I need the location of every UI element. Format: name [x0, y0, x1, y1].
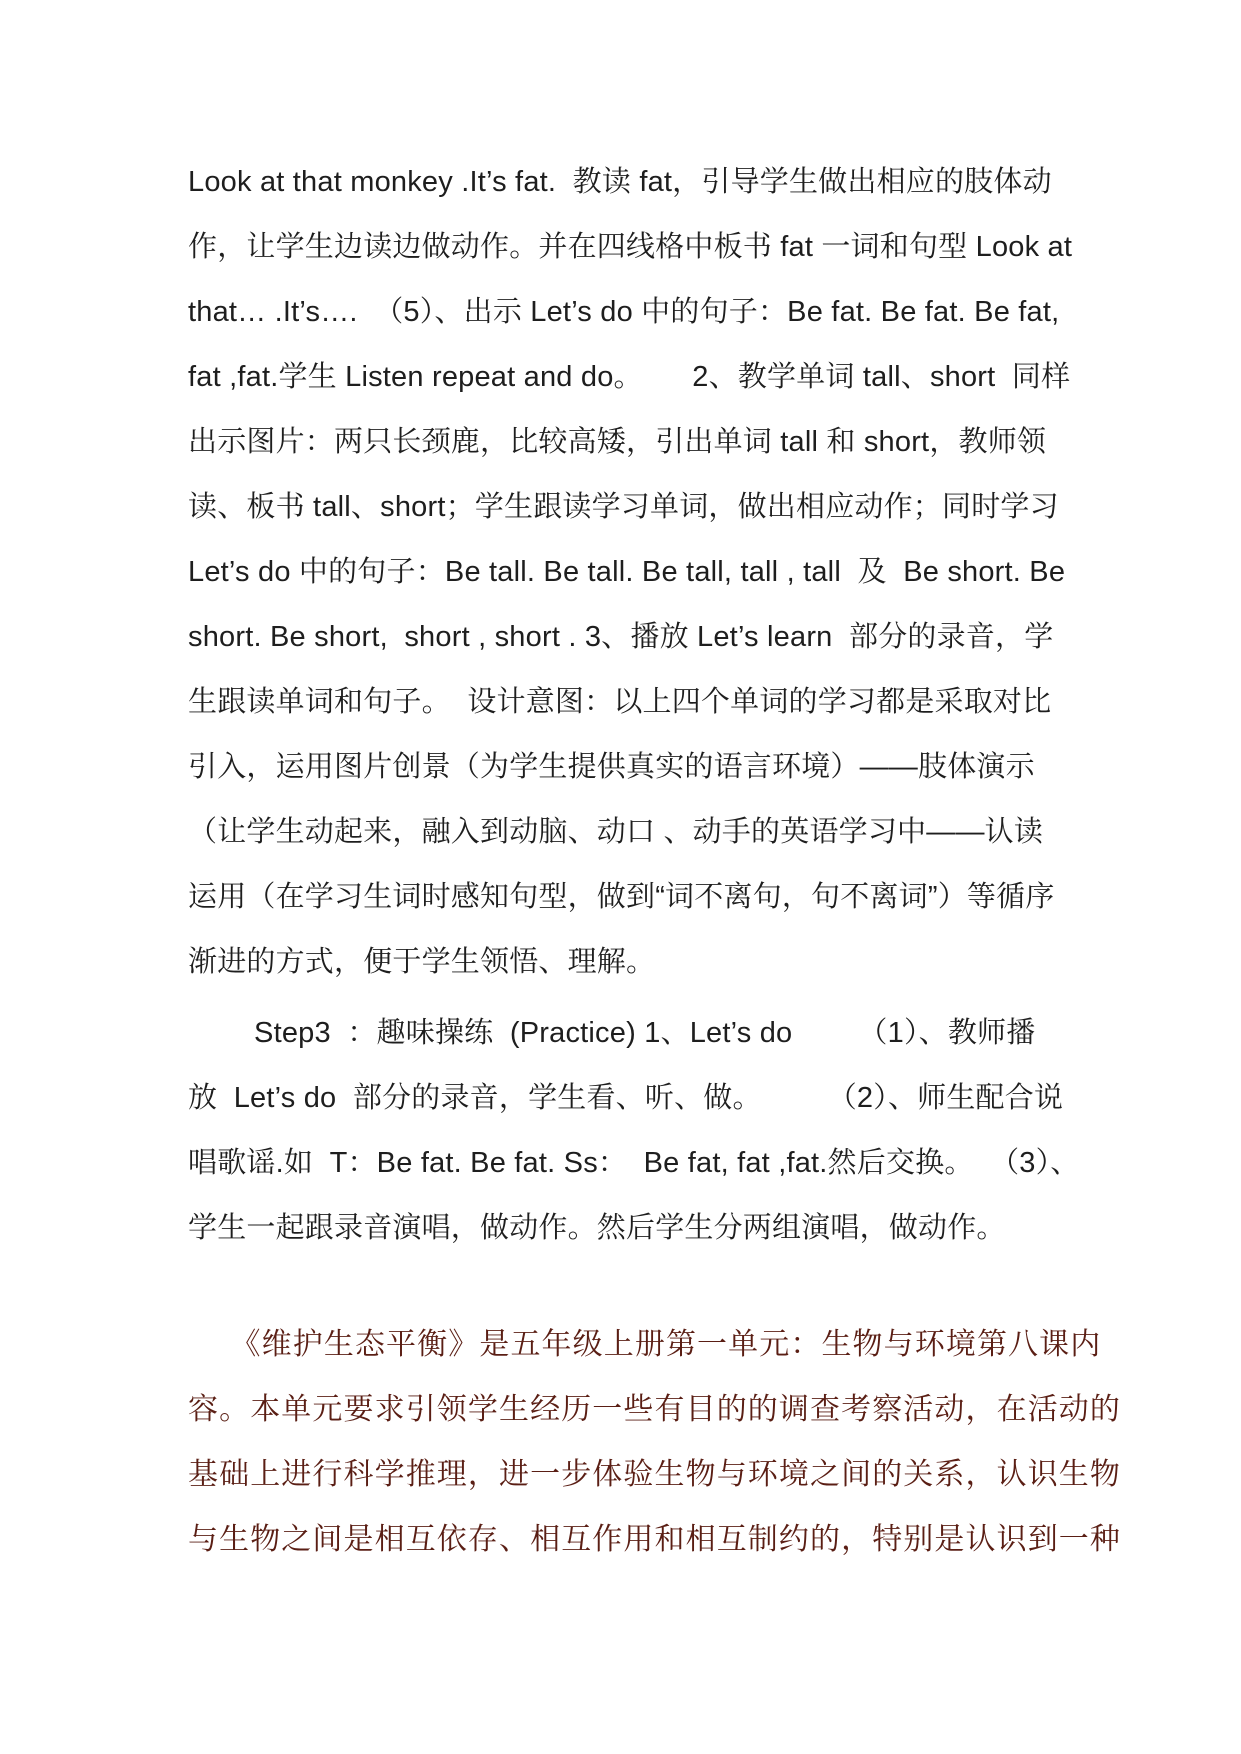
lesson-line-2: 作，让学生边读边做动作。并在四线格中板书 fat 一词和句型 Look at [188, 231, 1073, 263]
lesson-line-12: 运用（在学习生词时感知句型，做到“词不离句，句不离词”）等循序 [188, 881, 1055, 913]
lesson-line-8: short. Be short, short , short . 3、播放 Let’s learn 部分的录音，学 [188, 621, 1054, 653]
step3-line-2: 放 Let’s do 部分的录音，学生看、听、做。 （2）、师生配合说 [188, 1082, 1064, 1114]
science-line-3: 基础上进行科学推理，进一步体验生物与环境之间的关系，认识生物 [188, 1457, 1121, 1492]
lesson-line-7: Let’s do 中的句子：Be tall. Be tall. Be tall, tall , tall 及 Be short. Be [188, 556, 1066, 588]
science-line-1: 《维护生态平衡》是五年级上册第一单元：生物与环境第八课内 [188, 1327, 1102, 1362]
lesson-line-1: Look at that monkey .It’s fat. 教读 fat，引导学生做出相应的肢体动 [188, 166, 1052, 198]
lesson-line-3: that… .It’s…. （5）、出示 Let’s do 中的句子：Be fat. Be fat. Be fat, [188, 296, 1060, 328]
science-line-2: 容。本单元要求引领学生经历一些有目的的调查考察活动，在活动的 [188, 1392, 1121, 1427]
lesson-line-10: 引入，运用图片创景（为学生提供真实的语言环境）——肢体演示 [188, 751, 1035, 783]
lesson-line-9: 生跟读单词和句子。 设计意图：以上四个单词的学习都是采取对比 [188, 686, 1052, 718]
lesson-line-13: 渐进的方式，便于学生领悟、理解。 [188, 946, 656, 978]
step3-line-4: 学生一起跟录音演唱，做动作。然后学生分两组演唱，做动作。 [188, 1212, 1006, 1244]
lesson-line-11: （让学生动起来，融入到动脑、动口 、动手的英语学习中——认读 [188, 816, 1044, 848]
lesson-text-section [188, 150, 1080, 1261]
lesson-line-6: 读、板书 tall、short；学生跟读学习单词，做出相应动作；同时学习 [188, 491, 1059, 523]
lesson-line-5: 出示图片：两只长颈鹿，比较高矮，引出单词 tall 和 short，教师领 [188, 426, 1047, 458]
step3-line-1: Step3 ：趣味操练 (Practice) 1、Let’s do （1）、教师播 [188, 1017, 1036, 1049]
science-text-section [188, 1312, 1121, 1572]
science-line-4: 与生物之间是相互依存、相互作用和相互制约的，特别是认识到一种 [188, 1522, 1121, 1557]
step3-line-3: 唱歌谣.如 T：Be fat. Be fat. Ss： Be fat, fat ,fat.然后交换。 （3）、 [188, 1147, 1080, 1179]
lesson-line-4: fat ,fat.学生 Listen repeat and do。 2、教学单词 tall、short 同样 [188, 361, 1071, 393]
